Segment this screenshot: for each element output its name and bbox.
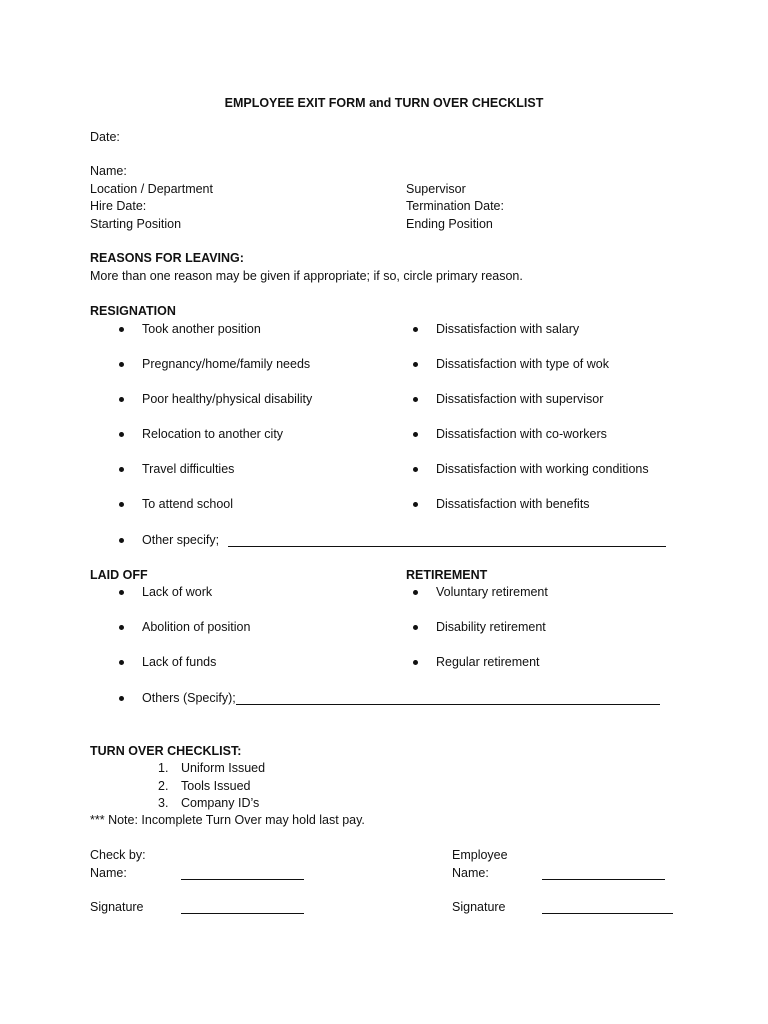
location-label: Location / Department (90, 182, 213, 196)
turnover-note: *** Note: Incomplete Turn Over may hold last pay. (90, 813, 365, 827)
retirement-item: Regular retirement (436, 655, 540, 669)
hire-date-label: Hire Date: (90, 199, 147, 213)
bullet-icon (413, 625, 418, 630)
retirement-item: Voluntary retirement (436, 585, 548, 599)
resignation-reason-item: Dissatisfaction with working conditions (436, 462, 649, 476)
other-specify-label: Other specify; (142, 533, 220, 547)
laid-off-item: Lack of funds (142, 655, 217, 669)
bullet-icon (413, 432, 418, 437)
resignation-reason-item: Travel difficulties (142, 462, 235, 476)
resignation-reason-item: Dissatisfaction with salary (436, 322, 580, 336)
bullet-icon (413, 660, 418, 665)
bullet-icon (119, 538, 124, 543)
resignation-reason-item: To attend school (142, 497, 234, 511)
resignation-reason-item: Dissatisfaction with co-workers (436, 427, 607, 441)
other-specify-line[interactable] (228, 534, 666, 547)
retirement-item: Disability retirement (436, 620, 546, 634)
bullet-icon (413, 467, 418, 472)
checklist-item: Uniform Issued (181, 761, 266, 775)
employee-label: Employee (452, 848, 508, 862)
bullet-icon (119, 696, 124, 701)
starting-position-label: Starting Position (90, 217, 182, 231)
bullet-icon (413, 590, 418, 595)
laid-off-heading: LAID OFF (90, 568, 148, 582)
check-by-name-line[interactable] (181, 866, 304, 880)
ending-position-label: Ending Position (406, 217, 493, 231)
bullet-icon (119, 362, 124, 367)
check-by-name-label: Name: (90, 866, 127, 880)
checklist-number: 2. (158, 778, 169, 793)
bullet-icon (119, 625, 124, 630)
form-title: EMPLOYEE EXIT FORM and TURN OVER CHECKLIST (224, 96, 544, 110)
resignation-reason-item: Took another position (142, 322, 261, 336)
resignation-heading: RESIGNATION (90, 304, 176, 318)
bullet-icon (119, 397, 124, 402)
others-specify-line[interactable] (236, 692, 660, 705)
checklist-number: 3. (158, 796, 169, 810)
bullet-icon (119, 590, 124, 595)
resignation-reason-item: Relocation to another city (142, 427, 284, 441)
turnover-heading: TURN OVER CHECKLIST: (90, 744, 242, 758)
termination-date-label: Termination Date: (406, 199, 504, 213)
bullet-icon (413, 362, 418, 367)
resignation-reason-item: Poor healthy/physical disability (142, 392, 313, 406)
date-label: Date: (90, 130, 120, 144)
reasons-instruction: More than one reason may be given if appropriate; if so, circle primary reason. (90, 269, 523, 283)
name-label: Name: (90, 164, 127, 178)
bullet-icon (119, 502, 124, 507)
checklist-item: Tools Issued (181, 778, 251, 793)
checklist-number: 1. (158, 761, 169, 775)
supervisor-label: Supervisor (406, 182, 466, 196)
check-by-label: Check by: (90, 848, 146, 862)
check-by-signature-line[interactable] (181, 900, 304, 914)
bullet-icon (413, 327, 418, 332)
employee-name-line[interactable] (542, 866, 665, 880)
employee-signature-line[interactable] (542, 900, 673, 914)
bullet-icon (119, 327, 124, 332)
employee-signature-label: Signature (452, 900, 506, 914)
resignation-reason-item: Pregnancy/home/family needs (142, 357, 311, 371)
bullet-icon (413, 502, 418, 507)
bullet-icon (119, 467, 124, 472)
resignation-reason-item: Dissatisfaction with type of wok (436, 357, 609, 371)
laid-off-item: Abolition of position (142, 620, 251, 634)
retirement-heading: RETIREMENT (406, 568, 488, 582)
resignation-reason-item: Dissatisfaction with benefits (436, 497, 590, 511)
reasons-heading: REASONS FOR LEAVING: (90, 251, 244, 265)
bullet-icon (413, 397, 418, 402)
laid-off-item: Lack of work (142, 585, 213, 599)
bullet-icon (119, 660, 124, 665)
others-specify-label: Others (Specify); (142, 691, 236, 705)
check-by-signature-label: Signature (90, 900, 144, 914)
employee-name-label: Name: (452, 866, 489, 880)
resignation-reason-item: Dissatisfaction with supervisor (436, 392, 604, 406)
checklist-item: Company ID’s (181, 796, 260, 810)
bullet-icon (119, 432, 124, 437)
